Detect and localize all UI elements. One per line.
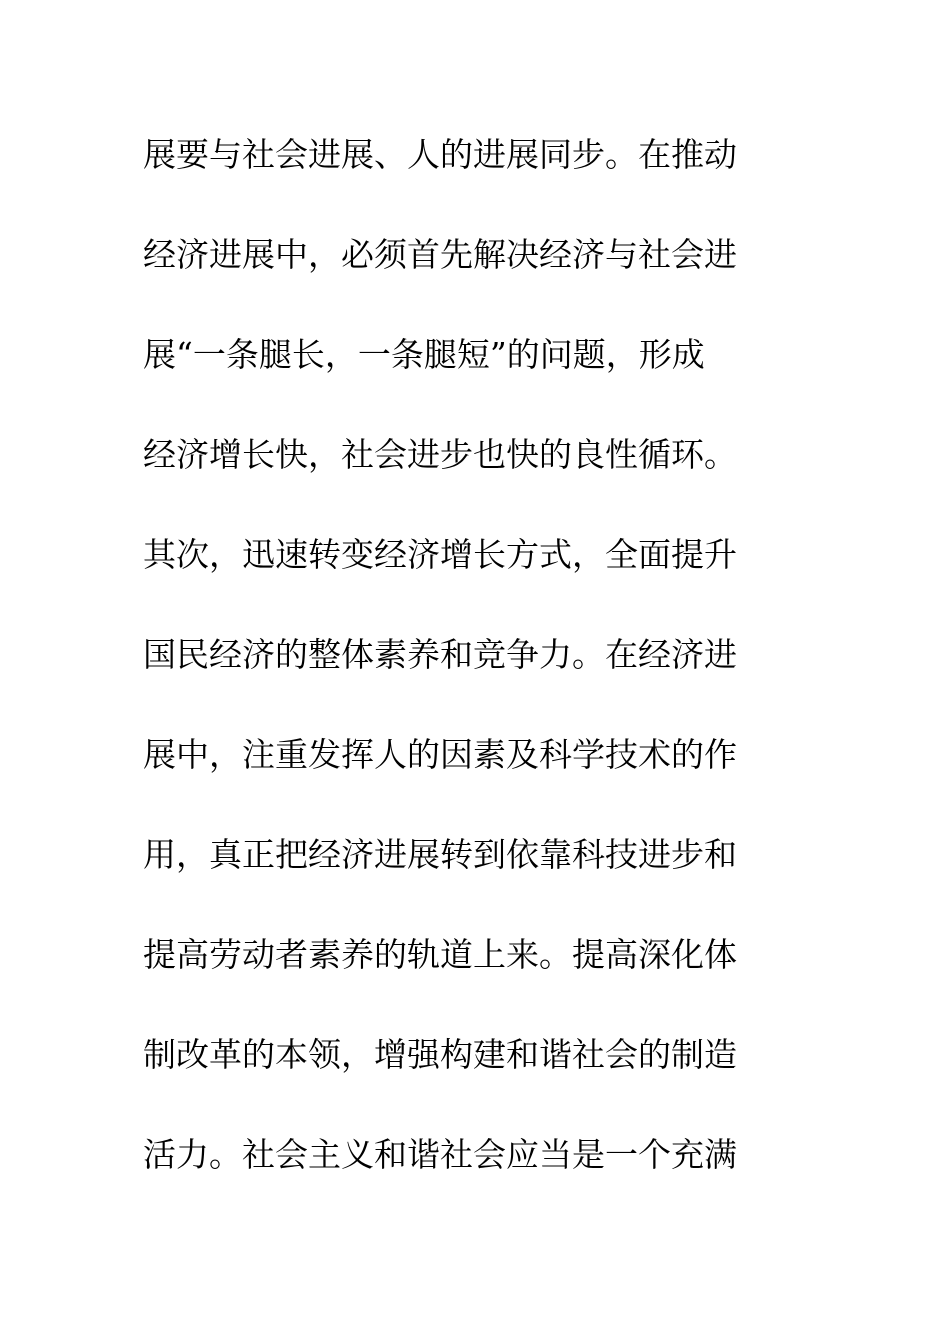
text-line: 用，真正把经济进展转到依靠科技进步和 [143,835,737,874]
text-line: 提高劳动者素养的轨道上来。提高深化体 [143,935,737,974]
text-line: 活力。社会主义和谐社会应当是一个充满 [143,1135,737,1174]
text-line: 展“一条腿长，一条腿短”的问题，形成 [143,335,705,374]
text-line: 其次，迅速转变经济增长方式，全面提升 [143,535,737,574]
text-line: 展要与社会进展、人的进展同步。在推动 [143,135,737,174]
body-text [143,128,803,1228]
text-line: 经济进展中，必须首先解决经济与社会进 [143,235,737,274]
text-line: 展中，注重发挥人的因素及科学技术的作 [143,735,737,774]
text-line: 国民经济的整体素养和竞争力。在经济进 [143,635,737,674]
text-line: 制改革的本领，增强构建和谐社会的制造 [143,1035,737,1074]
text-line: 经济增长快，社会进步也快的良性循环。 [143,435,737,474]
